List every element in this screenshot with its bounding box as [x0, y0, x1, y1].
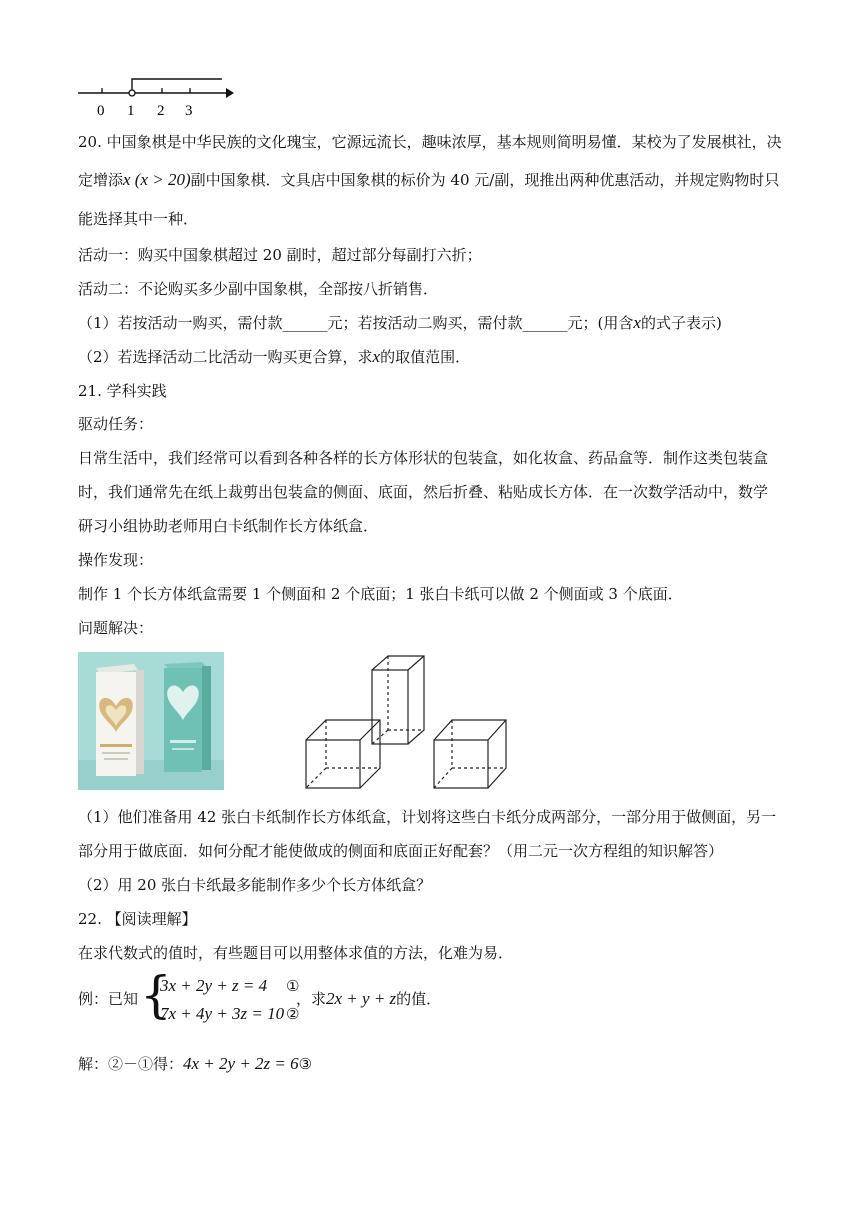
q20-sub-2-var: x [372, 347, 381, 366]
q21-sub-1-line-2: 部分用于做底面．如何分配才能使做成的侧面和底面正好配套？（用二元一次方程组的知识解答） [78, 842, 724, 860]
q20-sub-2 [78, 347, 470, 367]
q20-condition-math: x (x > 20) [123, 170, 191, 189]
q21-sub-2: （2）用 20 张白卡纸最多能制作多少个长方体纸盒？ [78, 876, 432, 894]
q22-title: 22. 【阅读理解】 [78, 910, 197, 928]
q20-line-2-post: 副中国象棋．文具店中国象棋的标价为 40 元/副，现推出两种优惠活动，并规定购物时只 [190, 171, 780, 189]
packaging-box-photo [78, 652, 224, 790]
q20-sub-1-post: 的式子表示) [640, 314, 722, 332]
q20-sub-2-post: 的取值范围． [380, 348, 471, 366]
q20-sub-2-pre: （2）若选择活动二比活动一购买更合算，求 [78, 348, 373, 366]
equation-2: 7x + 4y + 3z = 10 [160, 1004, 285, 1023]
q21-paragraph-2: 时，我们通常先在纸上裁剪出包装盒的侧面、底面，然后折叠、粘贴成长方体．在一次数学活动中，数学 [78, 483, 769, 501]
q21-title: 21. 学科实践 [78, 382, 167, 400]
cuboid-diagrams [300, 652, 560, 792]
tick-label-1: 1 [127, 103, 135, 118]
q21-solve-heading: 问题解决： [78, 619, 154, 637]
q22-solution-pre: 解：②－①得： [78, 1055, 184, 1073]
q21-paragraph-1: 日常生活中，我们经常可以看到各种各样的长方体形状的包装盒，如化妆盒、药品盒等．制作这类包装盒 [78, 449, 769, 467]
q22-solution-equation: 4x + 2y + 2z = 6 [183, 1054, 299, 1073]
q20-line-1: 20. 中国象棋是中华民族的文化瑰宝，它源远流长，趣味浓厚，基本规则简明易懂．某校为了发展棋社，决 [78, 133, 782, 151]
q20-sub-1-pre: （1）若按活动一购买，需付款______元；若按活动二购买，需付款______元；(用含 [78, 314, 634, 332]
number-line [76, 74, 236, 118]
tick-label-3: 3 [185, 103, 193, 118]
q21-drive-task: 驱动任务： [78, 415, 154, 433]
q22-example-question-post: 的值． [396, 990, 442, 1008]
tick-label-0: 0 [97, 103, 105, 118]
q20-sub-1-var: x [633, 313, 641, 332]
q20-line-2-pre: 定增添 [78, 171, 124, 189]
q21-paragraph-3: 研习小组协助老师用白卡纸制作长方体纸盒． [78, 517, 379, 535]
q20-line-2 [78, 170, 779, 190]
q20-activity-2: 活动二：不论购买多少副中国象棋，全部按八折销售． [78, 280, 439, 298]
q21-operation-heading: 操作发现： [78, 551, 154, 569]
q22-example-label: 例：已知 [78, 990, 139, 1008]
q21-sub-1-line-1: （1）他们准备用 42 张白卡纸制作长方体纸盒，计划将这些白卡纸分成两部分，一部分用于做侧面，另一 [78, 808, 777, 826]
q20-activity-1: 活动一：购买中国象棋超过 20 副时，超过部分每副打六折； [78, 246, 482, 264]
tick-label-2: 2 [157, 103, 165, 118]
q20-sub-1 [78, 313, 722, 333]
q20-line-3: 能选择其中一种． [78, 210, 199, 228]
q22-example-expression: 2x + y + z [326, 989, 397, 1008]
equation-1-tag: ① [286, 977, 300, 995]
q22-solution [78, 1054, 312, 1074]
q22-example-question-pre: ，求 [296, 990, 327, 1008]
q22-example-question [296, 988, 441, 1009]
q22-intro: 在求代数式的值时，有些题目可以用整体求值的方法，化难为易． [78, 944, 514, 962]
equation-2-tag: ② [286, 1005, 300, 1023]
equation-system-brace: { [140, 966, 172, 1024]
q22-solution-tag: ③ [298, 1055, 313, 1073]
q21-operation-text: 制作 1 个长方体纸盒需要 1 个侧面和 2 个底面；1 张白卡纸可以做 2 个侧面或 3 个底面． [78, 585, 683, 603]
equation-1: 3x + 2y + z = 4 [160, 976, 268, 995]
